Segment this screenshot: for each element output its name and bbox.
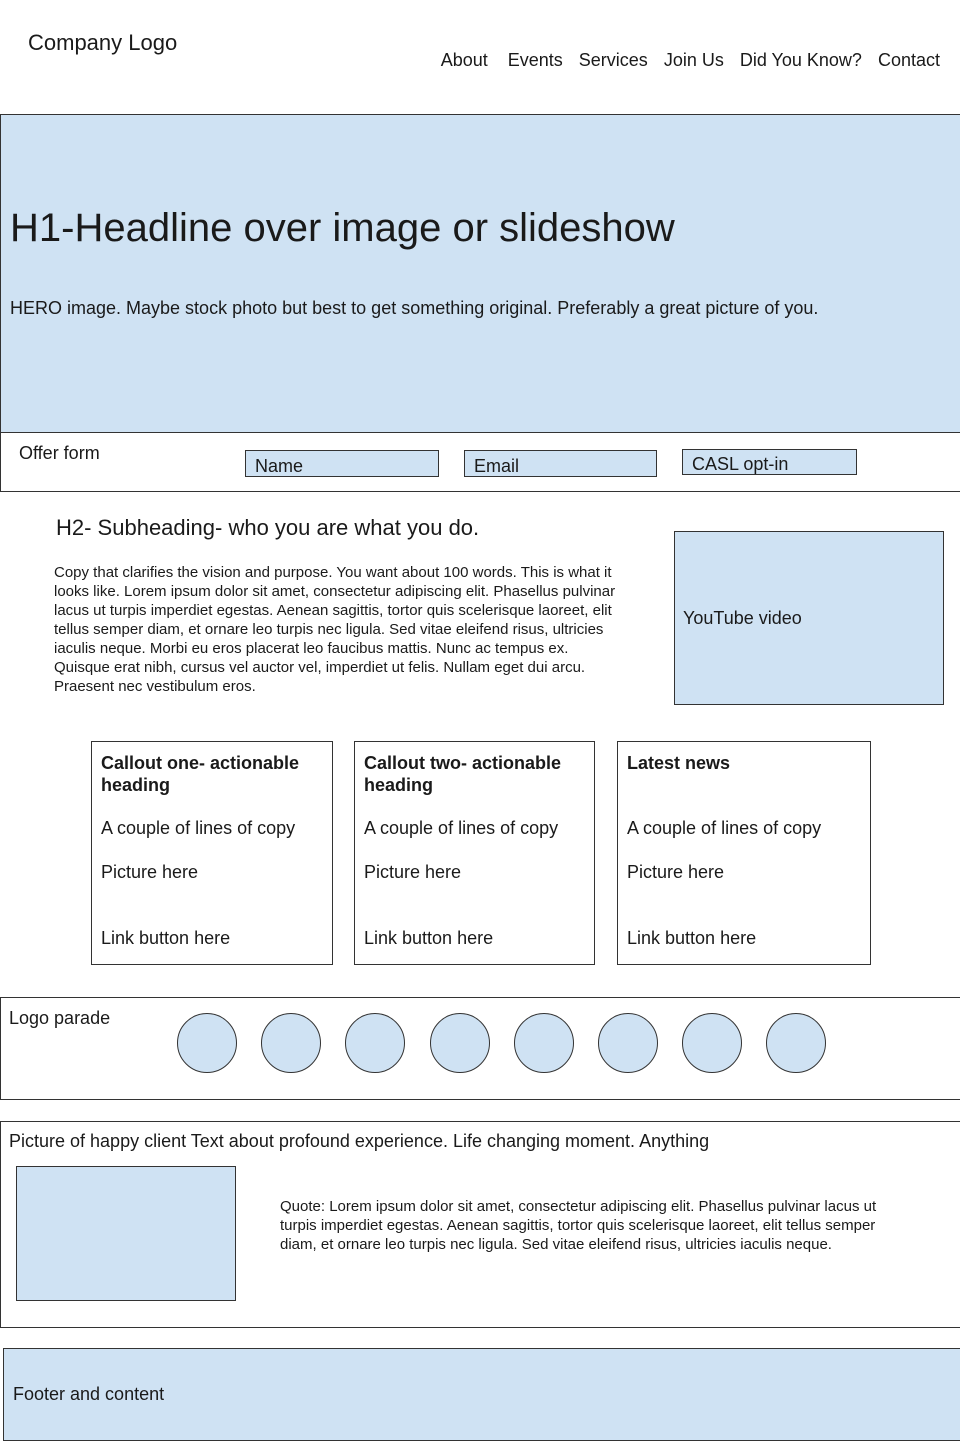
nav-did-you-know[interactable]: Did You Know? xyxy=(739,50,862,70)
hero-headline: H1-Headline over image or slideshow xyxy=(10,206,675,250)
callout-link-button[interactable]: Link button here xyxy=(627,928,757,948)
hero-text: HERO image. Maybe stock photo but best to get something original. Preferably a great picture of you. xyxy=(10,298,819,318)
main-nav xyxy=(441,50,940,71)
logo-parade-label: Logo parade xyxy=(9,1008,111,1028)
nav-about[interactable]: About xyxy=(440,50,488,70)
nav-events[interactable]: Events xyxy=(507,50,563,70)
partner-logo-circle[interactable] xyxy=(430,1013,490,1073)
callout-picture: Picture here xyxy=(101,862,199,882)
intro-copy: Copy that clarifies the vision and purpose. You want about 100 words. This is what it looks like. Lorem ipsum dolor sit amet, consectetur adipiscing elit. Phasellus pulvinar lacus ut turpis imperdiet egestas. Aenean sagittis, tortor quis scelerisque laoreet, elit tellus semper diam, et ornare leo turpis nec ligula. Sed vitae eleifend risus, ultricies iaculis neque. Morbi eu eros placerat leo faucibus mattis. Nunc ac tempus ex. Quisque erat nibh, cursus vel auctor vel, imperdiet ut felis. Nullam eget dui arcu. Praesent nec vestibulum eros. xyxy=(54,564,616,695)
testimonial-quote: Quote: Lorem ipsum dolor sit amet, consectetur adipiscing elit. Phasellus pulvinar lacus ut turpis imperdiet egestas. Aenean sagittis, tortor quis scelerisque laoreet, elit tellus semper diam, et ornare leo turpis nec ligula. Sed vitae eleifend risus, ultricies iaculis neque. xyxy=(280,1198,877,1253)
subheading: H2- Subheading- who you are what you do. xyxy=(56,515,480,540)
hero-section xyxy=(0,114,960,433)
partner-logo-circle[interactable] xyxy=(682,1013,742,1073)
callout-one xyxy=(91,741,333,965)
youtube-video-label: YouTube video xyxy=(683,608,802,628)
callout-link-button[interactable]: Link button here xyxy=(101,928,231,948)
partner-logo-circle[interactable] xyxy=(177,1013,237,1073)
callout-heading: Callout two- actionable heading xyxy=(364,753,562,795)
callout-latest-news xyxy=(617,741,871,965)
company-logo[interactable]: Company Logo xyxy=(28,30,178,55)
partner-logo-circle[interactable] xyxy=(514,1013,574,1073)
callout-picture: Picture here xyxy=(364,862,462,882)
callout-two xyxy=(354,741,595,965)
footer-label: Footer and content xyxy=(13,1384,165,1404)
callout-copy: A couple of lines of copy xyxy=(627,818,822,838)
nav-join-us[interactable]: Join Us xyxy=(663,50,724,70)
offer-form-label: Offer form xyxy=(19,443,100,463)
callout-heading: Latest news xyxy=(627,753,731,773)
partner-logo-circle[interactable] xyxy=(261,1013,321,1073)
callout-link-button[interactable]: Link button here xyxy=(364,928,494,948)
callout-heading: Callout one- actionable heading xyxy=(101,753,300,795)
callout-copy: A couple of lines of copy xyxy=(101,818,296,838)
name-field[interactable]: Name xyxy=(245,450,439,477)
partner-logo-circle[interactable] xyxy=(766,1013,826,1073)
testimonial-heading: Picture of happy client Text about profound experience. Life changing moment. Anything xyxy=(9,1131,710,1151)
nav-contact[interactable]: Contact xyxy=(877,50,940,70)
partner-logo-circle[interactable] xyxy=(345,1013,405,1073)
nav-services[interactable]: Services xyxy=(578,50,648,70)
email-field[interactable]: Email xyxy=(464,450,657,477)
partner-logo-circle[interactable] xyxy=(598,1013,658,1073)
callout-picture: Picture here xyxy=(627,862,725,882)
client-picture-placeholder xyxy=(16,1166,236,1301)
callout-copy: A couple of lines of copy xyxy=(364,818,559,838)
casl-opt-in-field[interactable]: CASL opt-in xyxy=(682,449,857,475)
